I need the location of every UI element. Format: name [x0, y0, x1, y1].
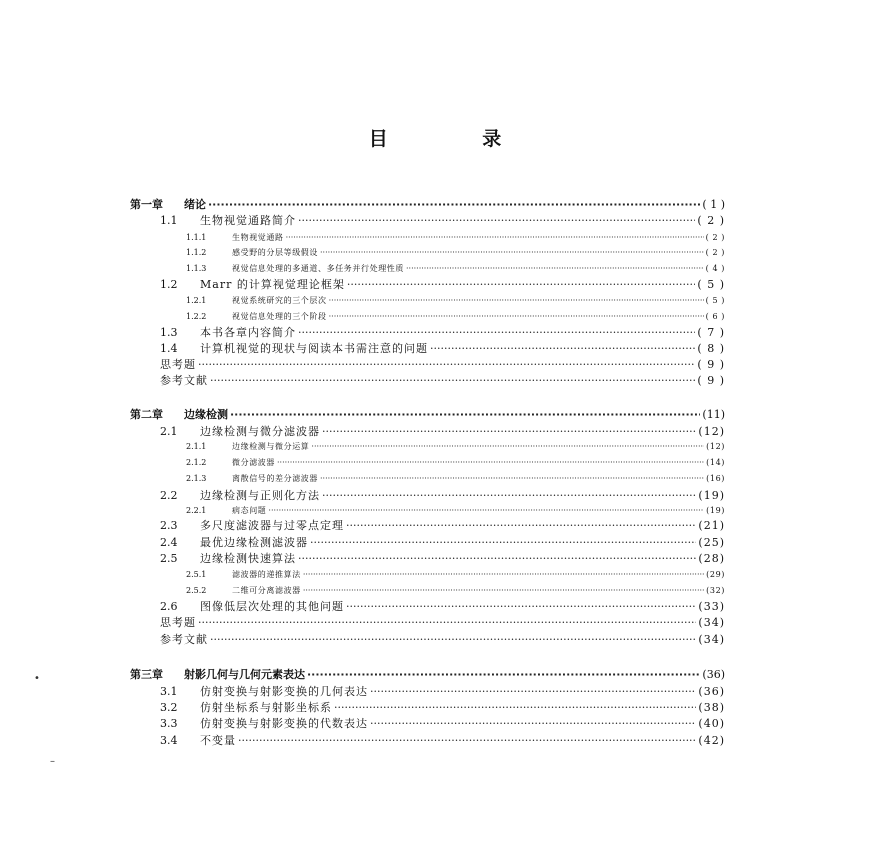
toc-dot-leader: [311, 439, 704, 454]
toc-page-number: ( 6 ): [705, 312, 725, 321]
toc-section-row: [160, 535, 725, 550]
toc-dot-leader: [346, 518, 696, 533]
toc-dot-leader: [298, 213, 695, 228]
toc-entry-number: 2.5.1: [186, 570, 207, 579]
page-title: 目 录: [368, 128, 546, 150]
toc-page-number: ( 8 ): [697, 342, 725, 355]
toc-page-number: ( 4 ): [705, 264, 725, 273]
toc-page-number: (34): [698, 616, 725, 629]
toc-page-number: ( 2 ): [705, 233, 725, 242]
toc-entry-number: 1.2: [160, 278, 178, 291]
toc-entry-label: 边缘检测与微分运算: [232, 442, 310, 451]
toc-entry-number: 3.4: [160, 734, 178, 747]
toc-section-row: [160, 684, 725, 699]
toc-entry-number: 2.6: [160, 600, 178, 613]
toc-dot-leader: [298, 325, 695, 340]
toc-page-number: (11): [702, 408, 725, 421]
toc-section-row: [160, 373, 725, 388]
toc-dot-leader: [307, 667, 700, 682]
toc-page-number: (21): [698, 519, 725, 532]
toc-entry-number: 第三章: [130, 668, 163, 681]
toc-page-number: ( 5 ): [697, 278, 725, 291]
toc-page-number: (36): [698, 685, 725, 698]
toc-page-number: (32): [706, 586, 725, 595]
toc-entry-label: 最优边缘检测滤波器: [200, 536, 308, 549]
toc-entry-label: 生物视觉通路: [232, 233, 284, 242]
toc-page-number: (36): [702, 668, 725, 681]
toc-entry-label: 二维可分离滤波器: [232, 586, 301, 595]
toc-page-number: (33): [698, 600, 725, 613]
toc-section-row: [160, 488, 725, 503]
toc-section-row: [160, 518, 725, 533]
toc-dot-leader: [334, 700, 696, 715]
toc-section-row: [160, 357, 725, 372]
toc-entry-label: 微分滤波器: [232, 458, 275, 467]
toc-page-number: ( 5 ): [705, 296, 725, 305]
toc-entry-label: 思考题: [160, 616, 196, 629]
toc-entry-label: 感受野的分层等级假设: [232, 248, 318, 257]
toc-entry-label: Marr 的计算视觉理论框架: [200, 278, 345, 291]
toc-entry-label: 参考文献: [160, 633, 208, 646]
toc-entry-number: 第二章: [130, 408, 163, 421]
toc-entry-label: 边缘检测: [184, 408, 228, 421]
toc-entry-label: 绪论: [184, 198, 206, 211]
toc-entry-number: 2.2: [160, 489, 178, 502]
toc-entry-label: 视觉信息处理的三个阶段: [232, 312, 327, 321]
toc-entry-number: 第一章: [130, 198, 163, 211]
toc-dot-leader: [210, 373, 695, 388]
toc-dot-leader: [198, 615, 696, 630]
toc-entry-number: 2.2.1: [186, 506, 207, 515]
toc-page-number: ( 9 ): [697, 374, 725, 387]
toc-entry-number: 2.1.1: [186, 442, 207, 451]
toc-entry-number: 2.1.2: [186, 458, 207, 467]
toc-entry-label: 仿射变换与射影变换的代数表达: [200, 717, 368, 730]
toc-page-number: (12): [698, 425, 725, 438]
toc-page-number: (34): [698, 633, 725, 646]
toc-entry-label: 边缘检测与微分滤波器: [200, 425, 320, 438]
toc-entry-label: 多尺度滤波器与过零点定理: [200, 519, 344, 532]
toc-dot-leader: [320, 471, 704, 486]
toc-entry-label: 边缘检测快速算法: [200, 552, 296, 565]
toc-subsection-row: [186, 439, 725, 454]
toc-dot-leader: [230, 407, 700, 422]
toc-dot-leader: [303, 567, 704, 582]
toc-page-number: ( 7 ): [697, 326, 725, 339]
toc-entry-label: 生物视觉通路简介: [200, 214, 296, 227]
toc-section-row: [160, 615, 725, 630]
toc-dot-leader: [406, 261, 704, 276]
toc-page-number: (19): [706, 506, 725, 515]
toc-entry-number: 2.4: [160, 536, 178, 549]
toc-chapter-row: [130, 407, 725, 422]
toc-entry-label: 边缘检测与正则化方法: [200, 489, 320, 502]
toc-entry-number: 2.3: [160, 519, 178, 532]
toc-page-number: (14): [706, 458, 725, 467]
toc-dot-leader: [370, 716, 696, 731]
toc-entry-label: 本书各章内容简介: [200, 326, 296, 339]
toc-section-row: [160, 213, 725, 228]
toc-page-number: (28): [698, 552, 725, 565]
toc-entry-label: 仿射坐标系与射影坐标系: [200, 701, 332, 714]
toc-entry-label: 滤波器的递推算法: [232, 570, 301, 579]
toc-entry-number: 1.3: [160, 326, 178, 339]
toc-dot-leader: [347, 277, 696, 292]
toc-page-number: ( 9 ): [697, 358, 725, 371]
toc-entry-number: 2.1.3: [186, 474, 207, 483]
toc-section-row: [160, 277, 725, 292]
toc-dot-leader: [329, 309, 704, 324]
toc-dot-leader: [238, 733, 696, 748]
toc-entry-label: 视觉系统研究的三个层次: [232, 296, 327, 305]
toc-page-number: ( 1 ): [702, 198, 725, 211]
toc-subsection-row: [186, 567, 725, 582]
toc-entry-number: 1.2.2: [186, 312, 207, 321]
toc-page-number: (38): [698, 701, 725, 714]
toc-entry-label: 视觉信息处理的多通道、多任务并行处理性质: [232, 264, 404, 273]
toc-entry-label: 离散信号的差分滤波器: [232, 474, 318, 483]
toc-page-number: (40): [698, 717, 725, 730]
toc-page-number: (12): [706, 442, 725, 451]
toc-entry-number: 1.2.1: [186, 296, 207, 305]
scan-speck-mark: –: [50, 756, 55, 767]
toc-chapter-row: [130, 667, 725, 682]
toc-entry-label: 图像低层次处理的其他问题: [200, 600, 344, 613]
toc-subsection-row: [186, 245, 725, 260]
toc-entry-label: 仿射变换与射影变换的几何表达: [200, 685, 368, 698]
toc-entry-label: 射影几何与几何元素表达: [184, 668, 305, 681]
toc-entry-number: 2.1: [160, 425, 178, 438]
toc-page-number: (16): [706, 474, 725, 483]
toc-entry-number: 3.2: [160, 701, 178, 714]
toc-entry-number: 1.1.3: [186, 264, 207, 273]
toc-dot-leader: [346, 599, 696, 614]
toc-dot-leader: [198, 357, 695, 372]
toc-entry-number: 3.1: [160, 685, 178, 698]
toc-subsection-row: [186, 293, 725, 308]
toc-dot-leader: [322, 488, 696, 503]
toc-page-number: (19): [698, 489, 725, 502]
toc-subsection-row: [186, 309, 725, 324]
toc-dot-leader: [210, 632, 696, 647]
toc-page-number: ( 2 ): [697, 214, 725, 227]
toc-dot-leader: [298, 551, 696, 566]
toc-dot-leader: [286, 230, 704, 245]
toc-page-number: (25): [698, 536, 725, 549]
toc-entry-number: 2.5.2: [186, 586, 207, 595]
toc-dot-leader: [430, 341, 695, 356]
toc-dot-leader: [322, 424, 696, 439]
toc-entry-label: 思考题: [160, 358, 196, 371]
toc-entry-number: 1.1: [160, 214, 178, 227]
toc-section-row: [160, 700, 725, 715]
toc-dot-leader: [208, 197, 700, 212]
toc-section-row: [160, 599, 725, 614]
toc-subsection-row: [186, 261, 725, 276]
toc-section-row: [160, 341, 725, 356]
toc-dot-leader: [370, 684, 696, 699]
toc-entry-number: 1.4: [160, 342, 178, 355]
toc-entry-number: 1.1.1: [186, 233, 207, 242]
toc-dot-leader: [303, 583, 704, 598]
toc-page-number: (42): [698, 734, 725, 747]
toc-section-row: [160, 716, 725, 731]
toc-dot-leader: [329, 293, 704, 308]
toc-dot-leader: [277, 455, 704, 470]
toc-entry-label: 参考文献: [160, 374, 208, 387]
toc-dot-leader: [268, 503, 704, 518]
toc-subsection-row: [186, 503, 725, 518]
toc-chapter-row: [130, 197, 725, 212]
toc-dot-leader: [320, 245, 704, 260]
toc-section-row: [160, 632, 725, 647]
toc-entry-number: 2.5: [160, 552, 178, 565]
toc-section-row: [160, 551, 725, 566]
toc-subsection-row: [186, 583, 725, 598]
scan-speck-mark: •: [34, 673, 40, 684]
toc-page-number: ( 2 ): [705, 248, 725, 257]
toc-entry-number: 1.1.2: [186, 248, 207, 257]
toc-entry-label: 计算机视觉的现状与阅读本书需注意的问题: [200, 342, 428, 355]
toc-section-row: [160, 424, 725, 439]
toc-subsection-row: [186, 455, 725, 470]
toc-section-row: [160, 325, 725, 340]
toc-subsection-row: [186, 230, 725, 245]
toc-entry-label: 病态问题: [232, 506, 267, 515]
toc-entry-label: 不变量: [200, 734, 236, 747]
toc-section-row: [160, 733, 725, 748]
toc-entry-number: 3.3: [160, 717, 178, 730]
toc-subsection-row: [186, 471, 725, 486]
toc-dot-leader: [310, 535, 696, 550]
toc-page-number: (29): [706, 570, 725, 579]
